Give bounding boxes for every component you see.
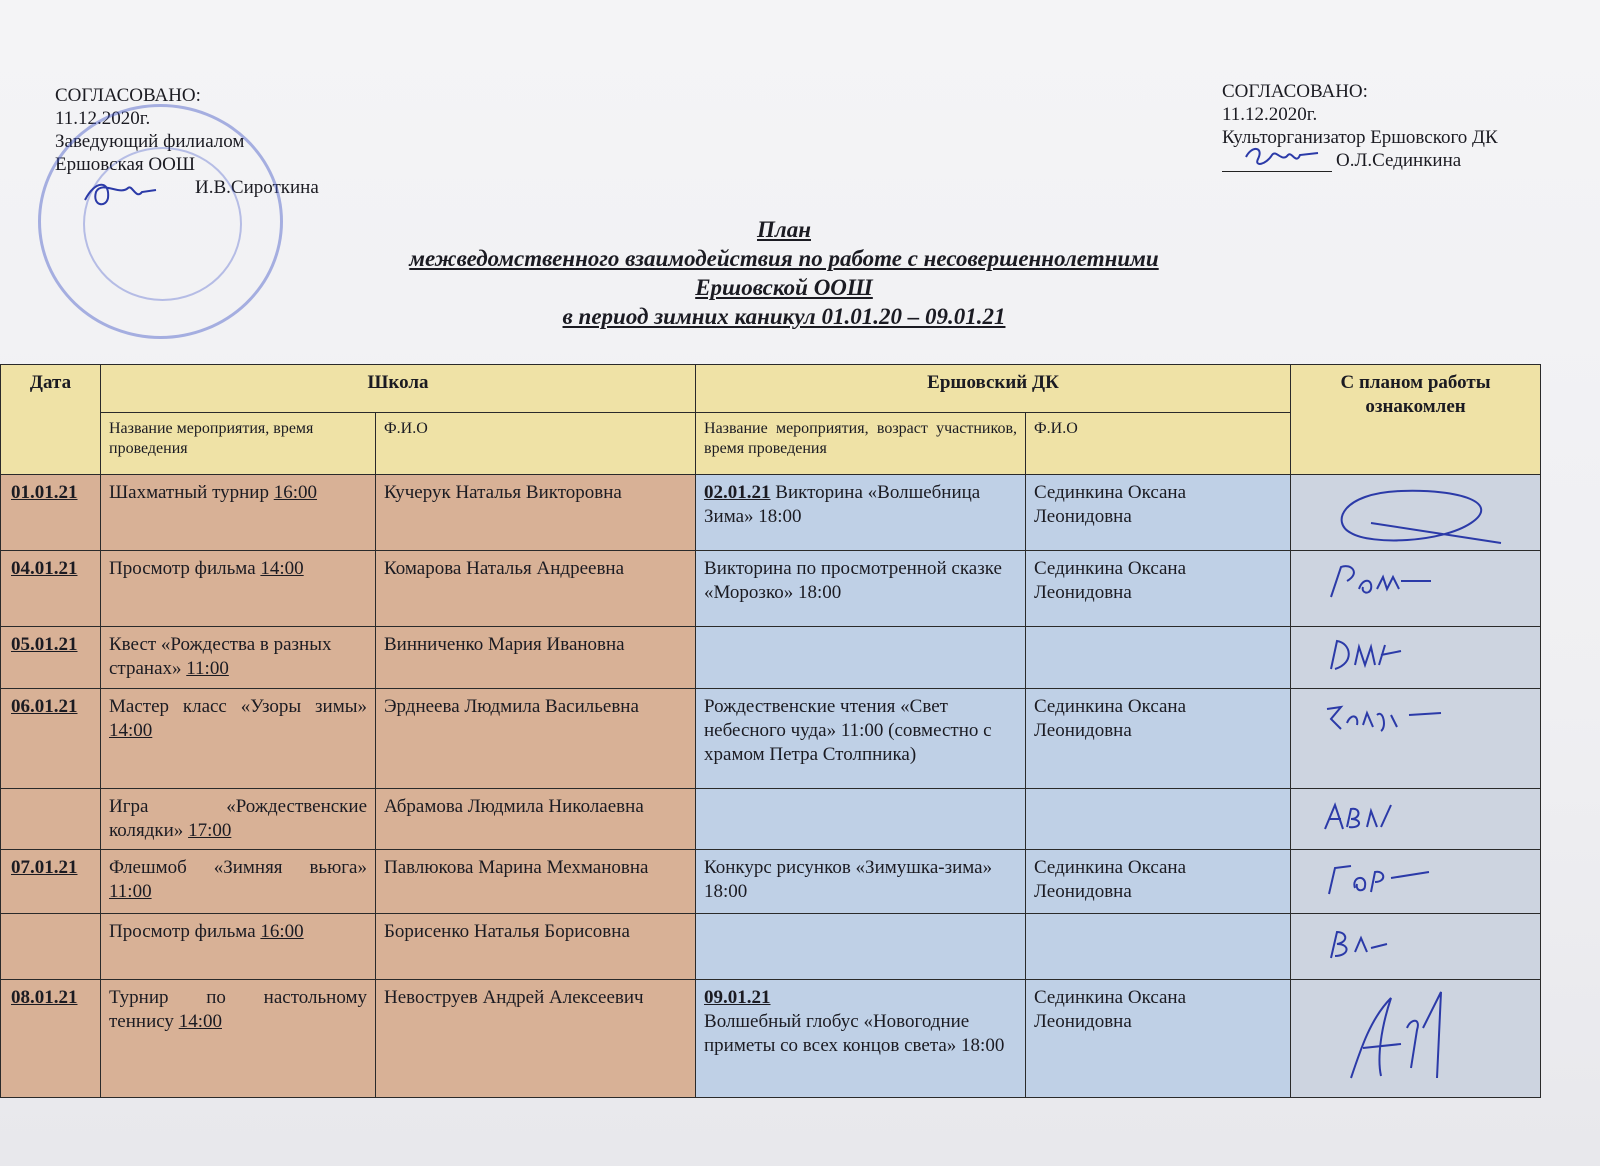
approval-right-date: 11.12.2020г. (1222, 104, 1318, 125)
table-row (1, 689, 1541, 789)
event-name: Флешмоб «Зимняя вьюга» (109, 857, 367, 878)
signature-icon (1311, 922, 1451, 966)
signature-right-icon (1242, 143, 1322, 173)
row-school-fio: Комарова Наталья Андреевна (376, 551, 696, 627)
row-school-fio: Борисенко Наталья Борисовна (376, 914, 696, 980)
row-school-event (101, 850, 376, 914)
table-row (1, 789, 1541, 850)
table-row (1, 551, 1541, 627)
approval-right-name: О.Л.Сединкина (1336, 150, 1462, 171)
event-time: 14:00 (260, 558, 304, 579)
row-school-event (101, 689, 376, 789)
approval-left-name: И.В.Сироткина (195, 177, 319, 198)
row-ack-signature (1291, 551, 1541, 627)
row-dk-fio: Сединкина Оксана Леонидовна (1026, 980, 1291, 1098)
row-school-event (101, 980, 376, 1098)
header-dk-event: Название мероприятия, возраст участников, время проведения (696, 413, 1026, 475)
signature-icon (1311, 697, 1481, 741)
row-ack-signature (1291, 627, 1541, 689)
row-dk-event: Рождественские чтения «Свет небесного чуда» 11:00 (совместно с храмом Петра Столпника) (696, 689, 1026, 789)
row-school-event (101, 914, 376, 980)
header-school-fio: Ф.И.О (376, 413, 696, 475)
row-date: 08.01.21 (1, 980, 101, 1098)
event-time: 16:00 (273, 482, 318, 503)
event-name: Шахматный турнир (109, 482, 269, 503)
row-date: 05.01.21 (1, 627, 101, 689)
event-name: Игра «Рождественские колядки» (109, 796, 367, 841)
row-ack-signature (1291, 980, 1541, 1098)
row-date: 06.01.21 (1, 689, 101, 789)
dk-date: 09.01.21 (704, 987, 771, 1008)
event-time: 11:00 (109, 881, 152, 902)
row-dk-fio (1026, 627, 1291, 689)
approval-left-heading: СОГЛАСОВАНО: (55, 85, 201, 106)
row-dk-event: Викторина по просмотренной сказке «Морозко» 18:00 (696, 551, 1026, 627)
signature-icon (1311, 483, 1511, 551)
row-date (1, 789, 101, 850)
signature-icon (1311, 797, 1461, 837)
header-school: Школа (101, 365, 696, 413)
row-school-event (101, 551, 376, 627)
document-title (0, 215, 1568, 331)
event-name: Просмотр фильма (109, 921, 256, 942)
title-line-3: Ершовской ООШ (695, 275, 873, 300)
dk-event-name: Волшебный глобус «Новогодние приметы со всех концов света» 18:00 (704, 1011, 1005, 1056)
event-name: Квест «Рождества в разных странах» (109, 634, 332, 679)
header-dk-fio: Ф.И.О (1026, 413, 1291, 475)
event-time: 16:00 (260, 921, 304, 942)
row-date (1, 914, 101, 980)
row-dk-event (696, 627, 1026, 689)
row-dk-fio (1026, 914, 1291, 980)
table-row (1, 850, 1541, 914)
signature-line (1222, 153, 1332, 172)
approval-right-heading: СОГЛАСОВАНО: (1222, 81, 1368, 102)
row-school-event (101, 475, 376, 551)
dk-event-name: Викторина «Волшебница Зима» 18:00 (704, 482, 981, 527)
row-ack-signature (1291, 914, 1541, 980)
approval-right-position: Культорганизатор Ершовского ДК (1222, 127, 1498, 148)
event-time: 17:00 (188, 820, 232, 841)
row-dk-fio: Сединкина Оксана Леонидовна (1026, 551, 1291, 627)
row-date: 01.01.21 (1, 475, 101, 551)
title-line-4: в период зимних каникул 01.01.20 – 09.01.21 (562, 304, 1006, 329)
header-date: Дата (1, 365, 101, 475)
dk-date: 02.01.21 (704, 482, 771, 503)
plan-table (0, 364, 1541, 1098)
table-row (1, 980, 1541, 1098)
approval-left-date: 11.12.2020г. (55, 108, 151, 129)
row-school-fio: Павлюкова Марина Мехмановна (376, 850, 696, 914)
row-dk-event (696, 980, 1026, 1098)
row-school-event (101, 627, 376, 689)
title-line-1: План (757, 217, 811, 242)
event-name: Просмотр фильма (109, 558, 256, 579)
row-dk-event (696, 914, 1026, 980)
event-name: Мастер класс «Узоры зимы» (109, 696, 367, 717)
row-ack-signature (1291, 850, 1541, 914)
signature-icon (1311, 635, 1471, 679)
row-dk-event (696, 789, 1026, 850)
event-name: Турнир по настольному теннису (109, 987, 367, 1032)
approval-right (1222, 80, 1498, 172)
row-school-event (101, 789, 376, 850)
header-dk: Ершовский ДК (696, 365, 1291, 413)
row-school-fio: Кучерук Наталья Викторовна (376, 475, 696, 551)
event-time: 14:00 (178, 1011, 222, 1032)
header-ack: С планом работы ознакомлен (1291, 365, 1541, 475)
row-dk-event: Конкурс рисунков «Зимушка-зима» 18:00 (696, 850, 1026, 914)
event-time: 14:00 (109, 720, 153, 741)
table-row (1, 914, 1541, 980)
signature-left-icon (80, 178, 160, 212)
row-dk-fio: Сединкина Оксана Леонидовна (1026, 850, 1291, 914)
row-date: 04.01.21 (1, 551, 101, 627)
row-date: 07.01.21 (1, 850, 101, 914)
row-school-fio: Абрамова Людмила Николаевна (376, 789, 696, 850)
row-school-fio: Невоструев Андрей Алексеевич (376, 980, 696, 1098)
table-row (1, 475, 1541, 551)
row-dk-fio: Сединкина Оксана Леонидовна (1026, 475, 1291, 551)
row-ack-signature (1291, 789, 1541, 850)
row-dk-fio: Сединкина Оксана Леонидовна (1026, 689, 1291, 789)
row-school-fio: Винниченко Мария Ивановна (376, 627, 696, 689)
table-row (1, 627, 1541, 689)
title-line-2: межведомственного взаимодействия по работе с несовершеннолетними (409, 246, 1159, 271)
approval-left-position-2: Ершовская ООШ (55, 154, 196, 175)
header-school-event: Название мероприятия, время проведения (101, 413, 376, 475)
approval-left-position-1: Заведующий филиалом (55, 131, 245, 152)
row-dk-event (696, 475, 1026, 551)
row-ack-signature (1291, 689, 1541, 789)
row-school-fio: Эрднеева Людмила Васильевна (376, 689, 696, 789)
row-dk-fio (1026, 789, 1291, 850)
row-ack-signature (1291, 475, 1541, 551)
signature-icon (1311, 988, 1481, 1088)
signature-icon (1311, 858, 1471, 902)
event-time: 11:00 (186, 658, 229, 679)
signature-icon (1311, 559, 1471, 609)
